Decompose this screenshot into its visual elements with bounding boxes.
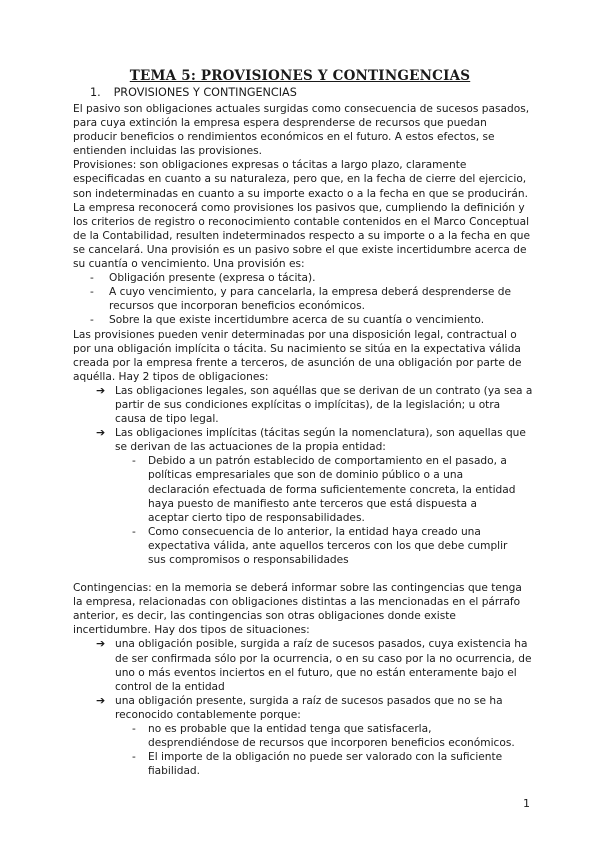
provisiones-origin-paragraph: Las provisiones pueden venir determinadas por una disposición legal, contractual o por una obligación implícita o tácita. Su nacimiento se sitúa en la expectativa válida creada por la empresa frente a terceros, de asunción de una obligación por parte de aquélla. Hay 2 tipos de obligaciones: xyxy=(73,328,522,383)
section-title: PROVISIONES Y CONTINGENCIAS xyxy=(113,86,297,99)
obligacion-implicita-sublist xyxy=(115,454,533,567)
intro-paragraph: El pasivo son obligaciones actuales surgidas como consecuencia de sucesos pasados, para cuya extinción la empresa espera desprenderse de recursos que puedan producir beneficios o rendimientos económicos en el futuro. A estos efectos, se entienden incluidas las provisiones. xyxy=(73,103,530,158)
obligacion-legal-text: Las obligaciones legales, son aquéllas que se derivan de un contrato (ya sea a partir de sus condiciones explícitas o implícitas), de la legislación; u otra causa de tipo legal. xyxy=(115,384,533,426)
list-item: - Como consecuencia de lo anterior, la entidad haya creado una expectativa válida, ante aquellos terceros con los que debe cumplir sus compromisos o responsabilidades xyxy=(115,525,533,567)
obligacion-implicita-item xyxy=(73,426,533,567)
obligacion-presente-text: una obligación presente, surgida a raíz de sucesos pasados que no se ha reconocido contablemente porque: xyxy=(115,694,503,721)
obligation-types-list xyxy=(73,384,533,567)
obligacion-presente-sublist xyxy=(115,722,533,778)
provision-characteristics-list xyxy=(73,271,533,327)
provisiones-definition: Provisiones: son obligaciones expresas o tácitas a largo plazo, claramente especificadas en cuanto a su naturaleza, pero que, en la fecha de cierre del ejercicio, son indeterminadas en cuanto a su importe exacto o a la fecha en que se producirán. La empresa reconocerá como provisiones los pasivos que, cumpliendo la definición y los criterios de registro o reconocimiento contable contenidos en el Marco Conceptual de la Contabilidad, resulten indeterminados respecto a su importe o a la fecha en que se cancelará. Una provisión es un pasivo sobre el que existe incertidumbre acerca de su cuantía o vencimiento. Una provisión es: xyxy=(73,159,531,271)
list-item: - El importe de la obligación no puede ser valorado con la suficiente fiabilidad. xyxy=(115,750,533,778)
obligacion-posible-text: una obligación posible, surgida a raíz de sucesos pasados, cuya existencia ha de ser confirmada sólo por la ocurrencia, o en su caso por la no ocurrencia, de uno o más eventos inciertos en el futuro, que no están enteramente bajo el control de la entidad xyxy=(115,638,532,693)
obligacion-posible-item xyxy=(73,637,533,693)
document-title: TEMA 5: PROVISIONES Y CONTINGENCIAS xyxy=(129,68,471,84)
section-number: 1. xyxy=(90,86,101,99)
arrow-bullet-icon: ➔ xyxy=(96,693,106,707)
arrow-bullet-icon: ➔ xyxy=(96,426,106,440)
page-number: 1 xyxy=(523,797,530,810)
arrow-bullet-icon: ➔ xyxy=(96,383,106,397)
contingencias-definition: Contingencias: en la memoria se deberá informar sobre las contingencias que tenga la empresa, relacionadas con obligaciones distintas a las mencionadas en el párrafo anterior, es decir, las contingencias son otras obligaciones donde existe incertidumbre. Hay dos tipos de situaciones: xyxy=(73,582,522,637)
arrow-bullet-icon: ➔ xyxy=(96,637,106,651)
list-item: - Sobre la que existe incertidumbre acerca de su cuantía o vencimiento. xyxy=(73,313,533,327)
obligacion-legal-item xyxy=(73,384,533,426)
list-item: - Debido a un patrón establecido de comportamiento en el pasado, a políticas empresariales que son de dominio público o a una declaración efectuada de forma suficientemente concreta, la entidad haya puesto de manifiesto ante terceros que está dispuesta a aceptar cierto tipo de responsabilidades. xyxy=(115,454,533,524)
list-item: - A cuyo vencimiento, y para cancelarla, la empresa deberá desprenderse de recursos que incorporan beneficios económicos. xyxy=(73,285,533,313)
obligacion-presente-item xyxy=(73,694,533,779)
section-heading xyxy=(90,86,297,99)
obligacion-implicita-text: Las obligaciones implícitas (tácitas según la nomenclatura), son aquellas que se derivan de las actuaciones de la propia entidad: xyxy=(115,427,526,454)
list-item: - Obligación presente (expresa o tácita). xyxy=(73,271,533,285)
document-body xyxy=(73,102,533,778)
list-item: - no es probable que la entidad tenga que satisfacerla, desprendiéndose de recursos que incorporen beneficios económicos. xyxy=(115,722,533,750)
situation-types-list xyxy=(73,637,533,778)
paragraph-spacer xyxy=(73,567,533,581)
